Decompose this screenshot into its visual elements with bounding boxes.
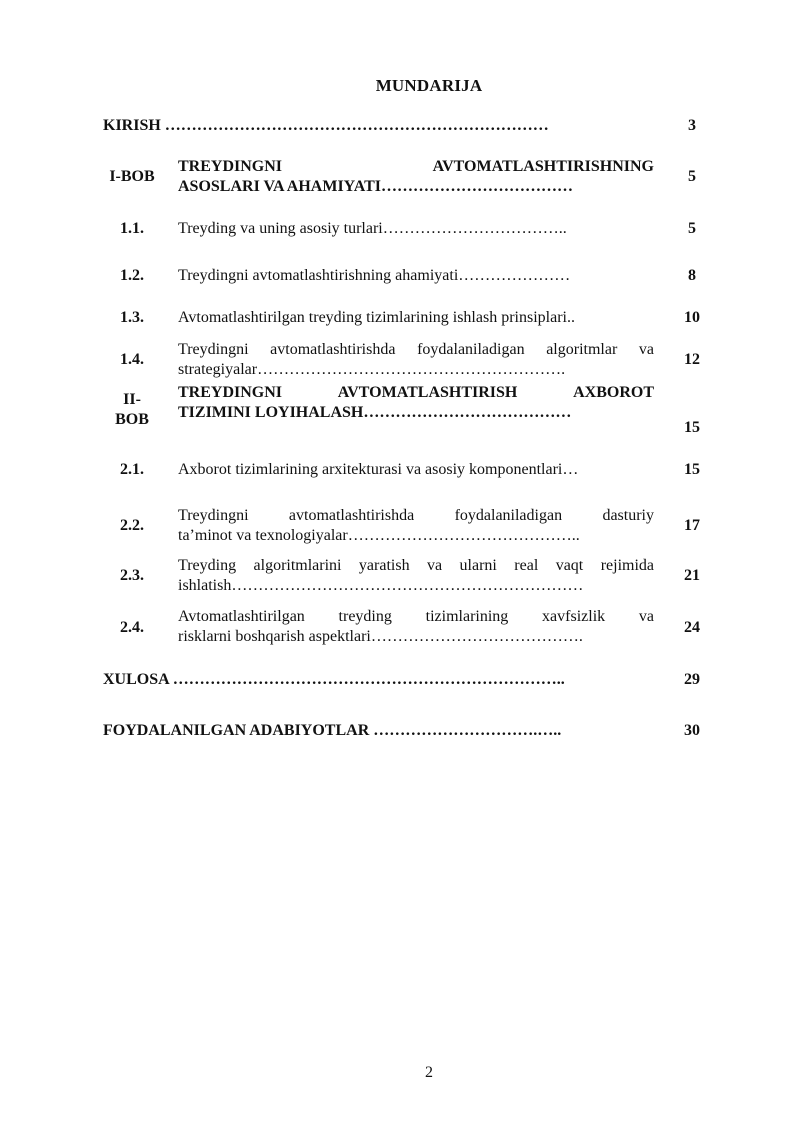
toc-entry-line: Treydingni avtomatlashtirishning ahamiyati…………………: [178, 267, 571, 284]
toc-entry-line: TREYDINGNI AVTOMATLASHTIRISHNING: [178, 158, 654, 175]
toc-entry-1-2[interactable]: [0, 266, 800, 286]
toc-page-number: 12: [684, 351, 700, 368]
toc-entry-2-3[interactable]: [0, 556, 800, 598]
toc-entry-line: ta’minot va texnologiyalar……………………………………..: [178, 527, 580, 544]
toc-page-number: 17: [684, 517, 700, 534]
toc-entry-kirish[interactable]: [0, 116, 800, 136]
toc-entry-1-3[interactable]: [0, 308, 800, 328]
toc-entry-text: [103, 721, 654, 741]
toc-entry-line: ASOSLARI VA AHAMIYATI………………………………: [178, 178, 574, 195]
toc-page-number: 5: [688, 168, 696, 185]
toc-entry-2-2[interactable]: [0, 506, 800, 548]
toc-entry-number: 1.4.: [120, 351, 144, 368]
toc-entry-line: Treydingni avtomatlashtirishda foydalaniladigan algoritmlar va: [178, 341, 654, 358]
toc-entry-line: Avtomatlashtirilgan treyding tizimlarining xavfsizlik va: [178, 608, 654, 625]
toc-entry-number: [103, 390, 161, 430]
toc-entry-number: 1.1.: [120, 220, 144, 237]
toc-entry-number: 2.3.: [120, 567, 144, 584]
toc-entry-number: 1.2.: [120, 267, 144, 284]
toc-page-number: 29: [684, 671, 700, 688]
toc-entry-text: [178, 506, 654, 546]
toc-entry-number: 2.4.: [120, 619, 144, 636]
toc-entry-text: [103, 670, 654, 690]
toc-page-number: 15: [684, 461, 700, 478]
toc-entry-text: [178, 556, 654, 596]
toc-entry-chapter-1[interactable]: [0, 157, 800, 199]
toc-entry-number: I-BOB: [109, 168, 155, 185]
toc-entry-line: risklarni boshqarish aspektlari………………………………….: [178, 628, 583, 645]
toc-entry-line: KIRISH ………………………………………………………………: [103, 117, 549, 134]
toc-entry-number-line: BOB: [115, 411, 149, 428]
toc-entry-line: TIZIMINI LOYIHALASH…………………………………: [178, 404, 572, 421]
toc-entry-text: [103, 116, 654, 136]
toc-entry-line: FOYDALANILGAN ADABIYOTLAR ………………………….…..: [103, 722, 562, 739]
toc-page-number: 3: [688, 117, 696, 134]
toc-entry-text: [178, 383, 654, 423]
toc-entry-text: [178, 340, 654, 380]
toc-entry-line: Treyding va uning asosiy turlari……………………………..: [178, 220, 567, 237]
toc-entry-text: [178, 308, 654, 328]
toc-entry-bibliography[interactable]: [0, 721, 800, 741]
toc-page-number: 30: [684, 722, 700, 739]
toc-entry-number: 2.2.: [120, 517, 144, 534]
toc-page-number: 24: [684, 619, 700, 636]
toc-entry-text: [178, 219, 654, 239]
toc-entry-text: [178, 157, 654, 197]
toc-entry-1-1[interactable]: [0, 219, 800, 239]
page-number: 2: [425, 1064, 433, 1081]
toc-entry-line: Avtomatlashtirilgan treyding tizimlarining ishlash prinsiplari..: [178, 309, 575, 326]
toc-entry-line: strategiyalar………………………………………………….: [178, 361, 566, 378]
toc-entry-line: ishlatish…………………………………………………………: [178, 577, 584, 594]
toc-page-number: 5: [688, 220, 696, 237]
toc-entry-number: 1.3.: [120, 309, 144, 326]
toc-entry-1-4[interactable]: [0, 340, 800, 382]
toc-entry-text: [178, 607, 654, 647]
toc-entry-2-4[interactable]: [0, 607, 800, 649]
toc-entry-line: Axborot tizimlarining arxitekturasi va asosiy komponentlari…: [178, 461, 579, 478]
toc-entry-text: [178, 266, 654, 286]
toc-entry-line: XULOSA ………………………………………………………………..: [103, 671, 565, 688]
toc-entry-chapter-2[interactable]: [0, 383, 800, 443]
toc-entry-number: 2.1.: [120, 461, 144, 478]
toc-page-number: 8: [688, 267, 696, 284]
toc-entry-text: [178, 460, 654, 480]
toc-title: MUNDARIJA: [375, 76, 483, 95]
toc-entry-2-1[interactable]: [0, 460, 800, 480]
toc-page-number: 10: [684, 309, 700, 326]
toc-page-number: 15: [684, 419, 700, 436]
toc-entry-number-line: II-: [123, 391, 141, 408]
toc-entry-line: Treyding algoritmlarini yaratish va ularni real vaqt rejimida: [178, 557, 654, 574]
toc-entry-xulosa[interactable]: [0, 670, 800, 690]
toc-entry-line: Treydingni avtomatlashtirishda foydalaniladigan dasturiy: [178, 507, 654, 524]
toc-entry-line: TREYDINGNI AVTOMATLASHTIRISH AXBOROT: [178, 384, 654, 401]
toc-page-number: 21: [684, 567, 700, 584]
